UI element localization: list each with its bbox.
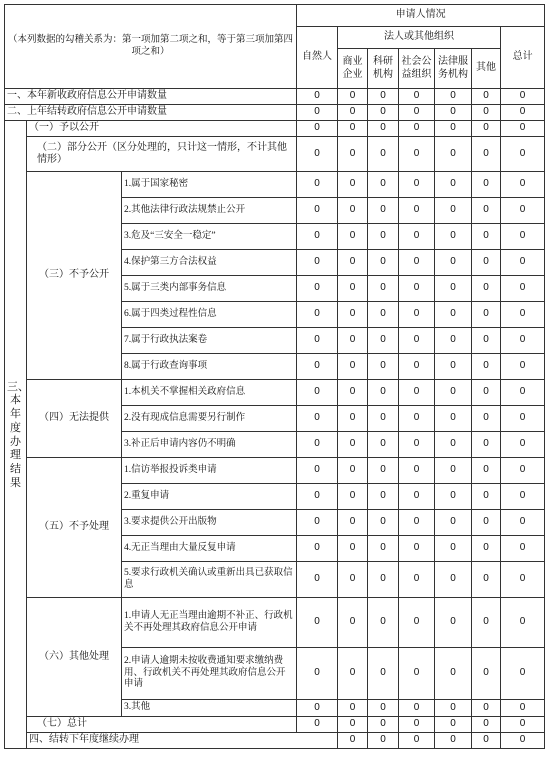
header-research: 科研机构 xyxy=(368,49,399,89)
row-label: 5.要求行政机关确认或重新出具已获取信息 xyxy=(122,562,297,598)
cell-value: 0 xyxy=(472,224,501,250)
cell-value: 0 xyxy=(501,121,545,137)
cell-value: 0 xyxy=(501,302,545,328)
cell-value: 0 xyxy=(472,198,501,224)
cell-value: 0 xyxy=(368,432,399,458)
cell-value: 0 xyxy=(338,328,368,354)
cell-value: 0 xyxy=(435,250,472,276)
cell-value: 0 xyxy=(501,137,545,172)
row-label: 7.属于行政执法案卷 xyxy=(122,328,297,354)
cell-value: 0 xyxy=(399,276,435,302)
row-label: 1.申请人无正当理由逾期不补正、行政机关不再处理其政府信息公开申请 xyxy=(122,598,297,648)
cell-value: 0 xyxy=(338,121,368,137)
cell-value: 0 xyxy=(368,276,399,302)
header-legal-entities: 法人或其他组织 xyxy=(338,27,501,49)
cell-value: 0 xyxy=(368,700,399,717)
cell-value: 0 xyxy=(435,432,472,458)
cell-value: 0 xyxy=(399,598,435,648)
cell-value: 0 xyxy=(297,700,338,717)
cell-value: 0 xyxy=(501,250,545,276)
cell-value: 0 xyxy=(501,354,545,380)
cell-value: 0 xyxy=(297,380,338,406)
cell-value: 0 xyxy=(501,105,545,121)
cell-value: 0 xyxy=(297,105,338,121)
row-label: 一、本年新收政府信息公开申请数量 xyxy=(5,89,297,105)
cell-value: 0 xyxy=(297,406,338,432)
row-label: 3.其他 xyxy=(122,700,297,717)
cell-value: 0 xyxy=(338,354,368,380)
row-label: 4.保护第三方合法权益 xyxy=(122,250,297,276)
cell-value: 0 xyxy=(472,105,501,121)
cell-value: 0 xyxy=(472,121,501,137)
cell-value: 0 xyxy=(472,458,501,484)
row-label: 3.补正后申请内容仍不明确 xyxy=(122,432,297,458)
cell-value: 0 xyxy=(501,406,545,432)
cell-value: 0 xyxy=(368,484,399,510)
cell-value: 0 xyxy=(338,536,368,562)
cell-value: 0 xyxy=(338,700,368,717)
cell-value: 0 xyxy=(297,224,338,250)
cell-value: 0 xyxy=(501,717,545,733)
row-label: 四、结转下年度继续办理 xyxy=(27,733,338,749)
cell-value: 0 xyxy=(399,536,435,562)
cell-value: 0 xyxy=(297,562,338,598)
cell-value: 0 xyxy=(297,536,338,562)
cell-value: 0 xyxy=(435,700,472,717)
cell-value: 0 xyxy=(399,484,435,510)
cell-value: 0 xyxy=(501,198,545,224)
cell-value: 0 xyxy=(297,89,338,105)
cell-value: 0 xyxy=(368,733,399,749)
table-row xyxy=(5,733,545,749)
cell-value: 0 xyxy=(472,380,501,406)
cell-value: 0 xyxy=(435,276,472,302)
report-container xyxy=(4,4,545,749)
cell-value: 0 xyxy=(472,406,501,432)
cell-value: 0 xyxy=(297,648,338,700)
cell-value: 0 xyxy=(368,458,399,484)
cell-value: 0 xyxy=(501,458,545,484)
cell-value: 0 xyxy=(501,172,545,198)
cell-value: 0 xyxy=(368,89,399,105)
cell-value: 0 xyxy=(435,733,472,749)
cell-value: 0 xyxy=(368,354,399,380)
cell-value: 0 xyxy=(338,484,368,510)
cell-value: 0 xyxy=(399,121,435,137)
header-other: 其他 xyxy=(472,49,501,89)
cell-value: 0 xyxy=(472,250,501,276)
cell-value: 0 xyxy=(399,380,435,406)
cell-value: 0 xyxy=(338,458,368,484)
header-legal-service: 法律服务机构 xyxy=(435,49,472,89)
cell-value: 0 xyxy=(435,510,472,536)
cell-value: 0 xyxy=(338,648,368,700)
cell-value: 0 xyxy=(368,648,399,700)
cell-value: 0 xyxy=(472,562,501,598)
cell-value: 0 xyxy=(399,172,435,198)
cell-value: 0 xyxy=(338,198,368,224)
cell-value: 0 xyxy=(399,700,435,717)
cell-value: 0 xyxy=(472,276,501,302)
cell-value: 0 xyxy=(338,598,368,648)
cell-value: 0 xyxy=(338,105,368,121)
cell-value: 0 xyxy=(368,717,399,733)
cell-value: 0 xyxy=(399,89,435,105)
cell-value: 0 xyxy=(501,276,545,302)
cell-value: 0 xyxy=(435,328,472,354)
row-label: 1.本机关不掌握相关政府信息 xyxy=(122,380,297,406)
cell-value: 0 xyxy=(501,89,545,105)
cell-value: 0 xyxy=(399,224,435,250)
cell-value: 0 xyxy=(472,648,501,700)
cell-value: 0 xyxy=(368,172,399,198)
row-label: 3.危及“三安全一稳定” xyxy=(122,224,297,250)
cell-value: 0 xyxy=(338,89,368,105)
cell-value: 0 xyxy=(501,432,545,458)
cell-value: 0 xyxy=(399,717,435,733)
cell-value: 0 xyxy=(435,198,472,224)
cell-value: 0 xyxy=(472,137,501,172)
cell-value: 0 xyxy=(368,380,399,406)
row-label: （二）部分公开（区分处理的，只计这一情形，不计其他情形） xyxy=(27,137,297,172)
cell-value: 0 xyxy=(472,510,501,536)
cell-value: 0 xyxy=(399,354,435,380)
cell-value: 0 xyxy=(297,354,338,380)
cell-value: 0 xyxy=(399,105,435,121)
row-label: 2.没有现成信息需要另行制作 xyxy=(122,406,297,432)
cell-value: 0 xyxy=(435,224,472,250)
cell-value: 0 xyxy=(399,302,435,328)
row-label: 1.信访举报投诉类申请 xyxy=(122,458,297,484)
cell-value: 0 xyxy=(501,328,545,354)
table-row xyxy=(5,89,545,105)
cell-value: 0 xyxy=(399,458,435,484)
row-label: 8.属于行政查询事项 xyxy=(122,354,297,380)
cell-value: 0 xyxy=(501,510,545,536)
cell-value: 0 xyxy=(472,536,501,562)
cell-value: 0 xyxy=(368,302,399,328)
cell-value: 0 xyxy=(435,172,472,198)
cell-value: 0 xyxy=(338,380,368,406)
cell-value: 0 xyxy=(338,717,368,733)
cell-value: 0 xyxy=(338,510,368,536)
cell-value: 0 xyxy=(435,89,472,105)
group-label: （六）其他处理 xyxy=(27,598,122,717)
cell-value: 0 xyxy=(297,328,338,354)
cell-value: 0 xyxy=(297,276,338,302)
cell-value: 0 xyxy=(338,250,368,276)
cell-value: 0 xyxy=(472,354,501,380)
cell-value: 0 xyxy=(501,536,545,562)
cell-value: 0 xyxy=(435,458,472,484)
cell-value: 0 xyxy=(399,137,435,172)
cell-value: 0 xyxy=(472,733,501,749)
cell-value: 0 xyxy=(435,648,472,700)
cell-value: 0 xyxy=(338,562,368,598)
cell-value: 0 xyxy=(435,137,472,172)
cell-value: 0 xyxy=(399,733,435,749)
cell-value: 0 xyxy=(399,328,435,354)
cell-value: 0 xyxy=(435,598,472,648)
cell-value: 0 xyxy=(399,406,435,432)
cell-value: 0 xyxy=(368,536,399,562)
cell-value: 0 xyxy=(399,198,435,224)
header-total: 总计 xyxy=(501,27,545,89)
cell-value: 0 xyxy=(472,172,501,198)
table-row xyxy=(5,380,545,406)
cell-value: 0 xyxy=(435,121,472,137)
cell-value: 0 xyxy=(435,562,472,598)
group-label: （四）无法提供 xyxy=(27,380,122,458)
cell-value: 0 xyxy=(435,105,472,121)
cell-value: 0 xyxy=(368,224,399,250)
cell-value: 0 xyxy=(297,510,338,536)
cell-value: 0 xyxy=(297,137,338,172)
cell-value: 0 xyxy=(368,137,399,172)
row-label: 二、上年结转政府信息公开申请数量 xyxy=(5,105,297,121)
table-row xyxy=(5,458,545,484)
row-label: 6.属于四类过程性信息 xyxy=(122,302,297,328)
cell-value: 0 xyxy=(338,406,368,432)
cell-value: 0 xyxy=(501,562,545,598)
cell-value: 0 xyxy=(338,276,368,302)
cell-value: 0 xyxy=(368,250,399,276)
cell-value: 0 xyxy=(297,598,338,648)
cell-value: 0 xyxy=(368,105,399,121)
cell-value: 0 xyxy=(368,562,399,598)
application-statistics-table xyxy=(4,4,545,749)
row-label: 5.属于三类内部事务信息 xyxy=(122,276,297,302)
cell-value: 0 xyxy=(297,458,338,484)
row-label: 2.其他法律行政法规禁止公开 xyxy=(122,198,297,224)
cell-value: 0 xyxy=(368,121,399,137)
cell-value: 0 xyxy=(368,198,399,224)
cell-value: 0 xyxy=(435,536,472,562)
cell-value: 0 xyxy=(297,484,338,510)
cell-value: 0 xyxy=(501,380,545,406)
cell-value: 0 xyxy=(472,89,501,105)
cell-value: 0 xyxy=(338,137,368,172)
cell-value: 0 xyxy=(399,510,435,536)
table-row xyxy=(5,598,545,648)
cell-value: 0 xyxy=(399,250,435,276)
cell-value: 0 xyxy=(472,432,501,458)
cell-value: 0 xyxy=(435,406,472,432)
row-label: （七）总计 xyxy=(27,717,297,733)
cell-value: 0 xyxy=(368,598,399,648)
cell-value: 0 xyxy=(472,484,501,510)
cell-value: 0 xyxy=(297,198,338,224)
section-three-label: 三、本年度办理结果 xyxy=(5,121,27,749)
row-label: 4.无正当理由大量反复申请 xyxy=(122,536,297,562)
header-note: （本列数据的勾稽关系为：第一项加第二项之和，等于第三项加第四项之和） xyxy=(5,5,297,89)
cell-value: 0 xyxy=(472,598,501,648)
cell-value: 0 xyxy=(297,172,338,198)
row-label: 1.属于国家秘密 xyxy=(122,172,297,198)
cell-value: 0 xyxy=(297,717,338,733)
cell-value: 0 xyxy=(501,700,545,717)
cell-value: 0 xyxy=(338,733,368,749)
cell-value: 0 xyxy=(435,302,472,328)
cell-value: 0 xyxy=(435,717,472,733)
cell-value: 0 xyxy=(501,598,545,648)
cell-value: 0 xyxy=(501,224,545,250)
cell-value: 0 xyxy=(472,700,501,717)
cell-value: 0 xyxy=(472,328,501,354)
cell-value: 0 xyxy=(399,648,435,700)
header-natural-person: 自然人 xyxy=(297,27,338,89)
cell-value: 0 xyxy=(435,380,472,406)
cell-value: 0 xyxy=(297,121,338,137)
row-label: 2.申请人逾期未按收费通知要求缴纳费用、行政机关不再处理其政府信息公开申请 xyxy=(122,648,297,700)
row-label: （一）予以公开 xyxy=(27,121,297,137)
cell-value: 0 xyxy=(501,484,545,510)
cell-value: 0 xyxy=(297,250,338,276)
cell-value: 0 xyxy=(399,432,435,458)
row-label: 3.要求提供公开出版物 xyxy=(122,510,297,536)
cell-value: 0 xyxy=(501,648,545,700)
header-row-1 xyxy=(5,5,545,27)
table-row xyxy=(5,717,545,733)
cell-value: 0 xyxy=(435,354,472,380)
cell-value: 0 xyxy=(472,302,501,328)
cell-value: 0 xyxy=(472,717,501,733)
cell-value: 0 xyxy=(501,733,545,749)
header-commercial: 商业企业 xyxy=(338,49,368,89)
table-row xyxy=(5,105,545,121)
cell-value: 0 xyxy=(368,328,399,354)
cell-value: 0 xyxy=(338,302,368,328)
row-label: 2.重复申请 xyxy=(122,484,297,510)
table-row xyxy=(5,137,545,172)
cell-value: 0 xyxy=(297,432,338,458)
group-label: （三）不予公开 xyxy=(27,172,122,380)
cell-value: 0 xyxy=(399,562,435,598)
table-row xyxy=(5,172,545,198)
cell-value: 0 xyxy=(338,172,368,198)
table-row xyxy=(5,121,545,137)
cell-value: 0 xyxy=(368,510,399,536)
cell-value: 0 xyxy=(435,484,472,510)
group-label: （五）不予处理 xyxy=(27,458,122,598)
cell-value: 0 xyxy=(338,224,368,250)
cell-value: 0 xyxy=(338,432,368,458)
header-social-welfare: 社会公益组织 xyxy=(399,49,435,89)
cell-value: 0 xyxy=(368,406,399,432)
header-applicant-situation: 申请人情况 xyxy=(297,5,545,27)
cell-value: 0 xyxy=(297,302,338,328)
